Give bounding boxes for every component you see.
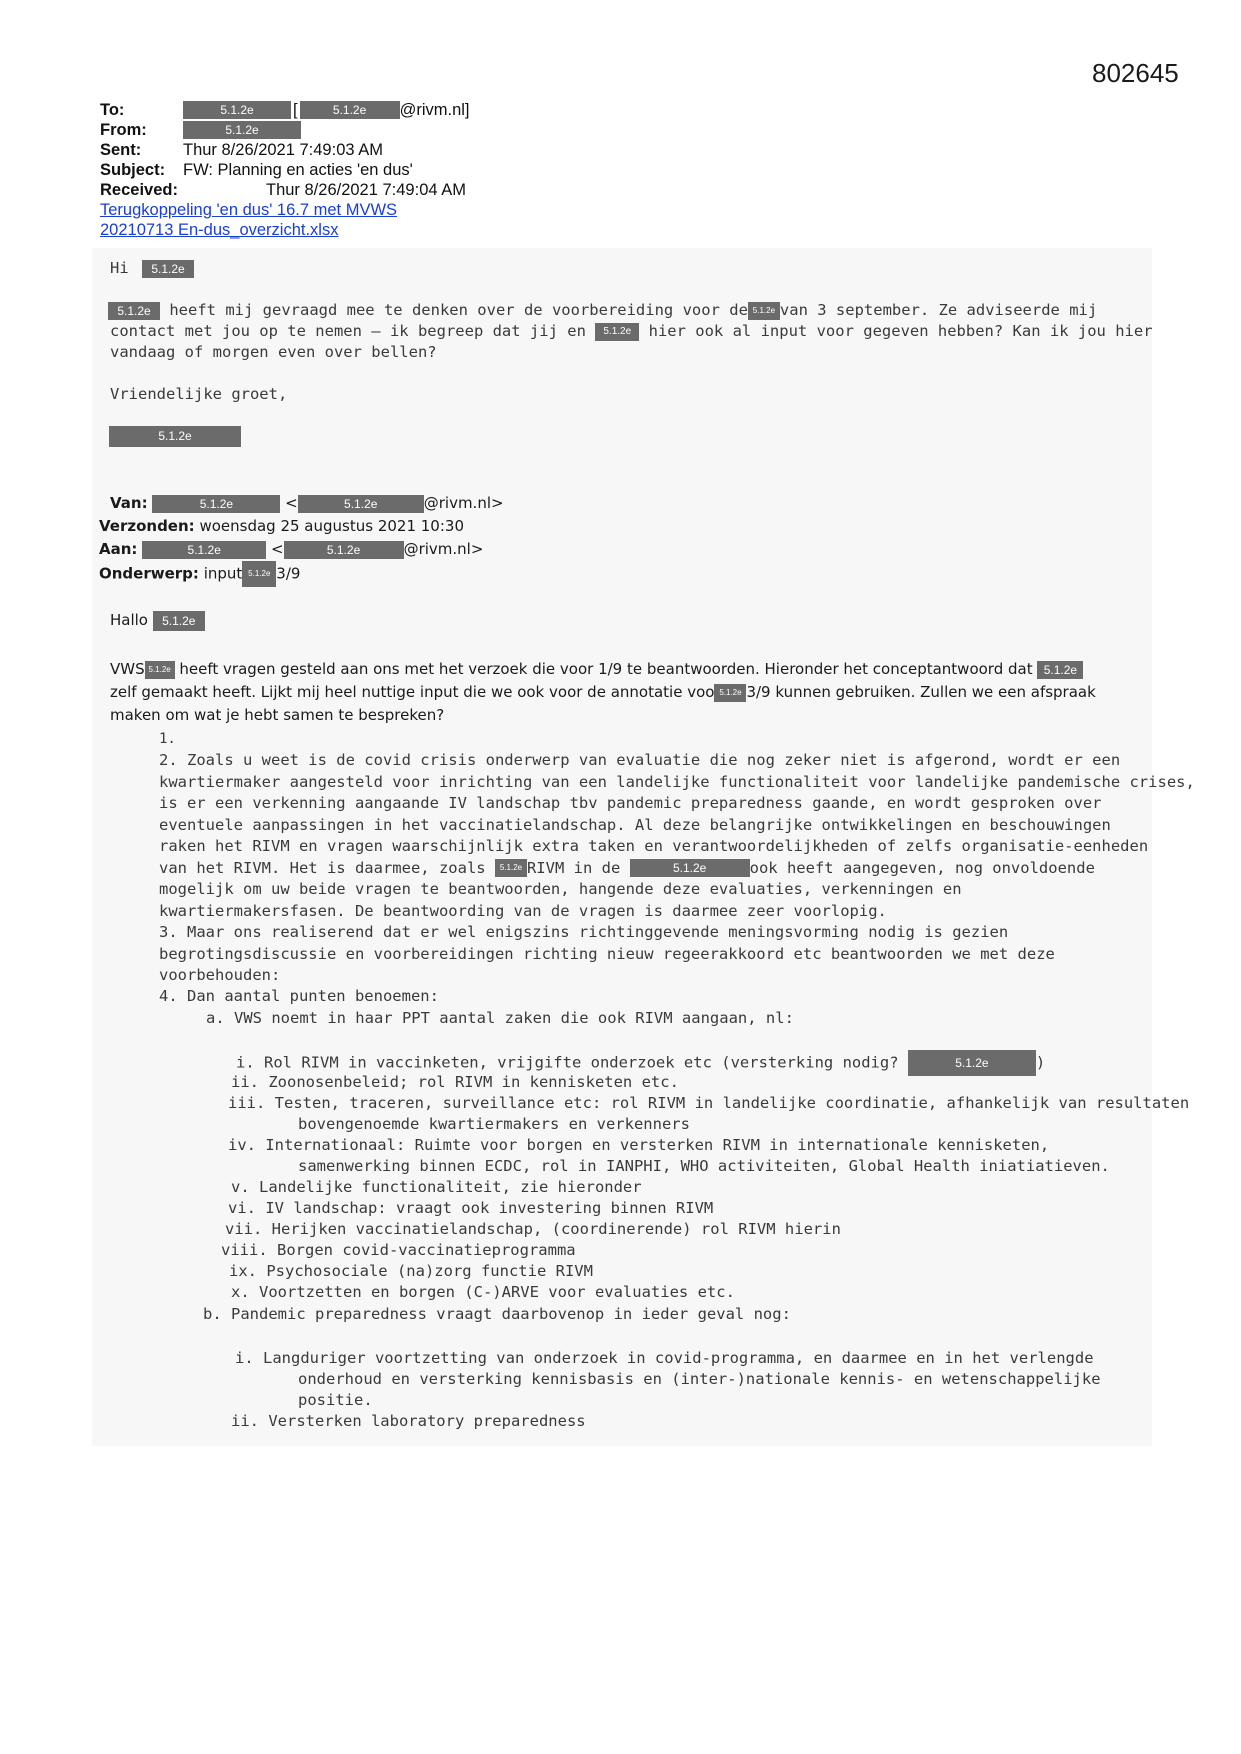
roman-item-x: x. Voortzetten en borgen (C-)ARVE voor evaluaties etc.	[231, 1283, 735, 1301]
message2-line2	[110, 681, 1096, 704]
aan-label: Aan:	[99, 540, 138, 558]
sub-item-b: b. Pandemic preparedness vraagt daarbovenop in ieder geval nog:	[203, 1305, 791, 1323]
redaction: 5.1.2e	[242, 561, 276, 587]
redaction: 5.1.2e	[714, 684, 746, 702]
closing: Vriendelijke groet,	[110, 385, 288, 403]
list-line: is er een verkenning aangaande IV landschap tbv pandemic preparedness gaande, en wordt gesproken over	[159, 794, 1102, 812]
fwd-verzonden-row	[99, 515, 464, 538]
text: 3/9	[276, 564, 301, 583]
list-line: begrotingsdiscussie en voorbereidingen richting nieuw regeerakkoord etc beantwoorden we met deze	[159, 944, 1055, 963]
roman-item-iv-cont: samenwerking binnen ECDC, rol in IANPHI, WHO activiteiten, Global Health iniatiatieven.	[298, 1157, 1110, 1175]
redaction: 5.1.2e	[152, 495, 280, 513]
fwd-van-row	[110, 492, 504, 515]
redaction: 5.1.2e	[183, 121, 301, 139]
fwd-onderwerp-row	[99, 561, 300, 587]
text: 3/9 kunnen gebruiken. Zullen we een afspraak	[746, 683, 1096, 701]
redaction: 5.1.2e	[595, 323, 639, 341]
message2-line1	[110, 658, 1083, 681]
redaction: 5.1.2e	[142, 260, 194, 278]
email-header	[100, 100, 470, 240]
attachment-link[interactable]: 20210713 En-dus_overzicht.xlsx	[100, 221, 339, 239]
onderwerp-label: Onderwerp:	[99, 564, 199, 583]
message1-line3: vandaag of morgen even over bellen?	[110, 343, 437, 361]
text: input	[203, 564, 243, 583]
to-label: To:	[100, 101, 125, 119]
sent-value: Thur 8/26/2021 7:49:03 AM	[183, 141, 383, 159]
text: )	[1035, 1053, 1046, 1072]
list-item-4: 4. Dan aantal punten benoemen:	[159, 987, 439, 1005]
received-row	[100, 180, 470, 200]
van-label: Van:	[110, 494, 148, 512]
text: contact met jou op te nemen – ik begreep dat jij en	[110, 322, 586, 340]
signature	[109, 426, 241, 447]
b-item-i-cont: onderhoud en versterking kennisbasis en (inter-)nationale kennis- en wetenschappelijke	[298, 1370, 1101, 1388]
redaction: 5.1.2e	[284, 541, 404, 559]
list-item-2	[159, 750, 1195, 922]
redaction: 5.1.2e	[142, 541, 266, 559]
redaction: 5.1.2e	[153, 611, 205, 631]
redaction: 5.1.2e	[1037, 661, 1083, 679]
received-label: Received:	[100, 181, 178, 199]
text: heeft mij gevraagd mee te denken over de voorbereiding voor de	[169, 301, 748, 319]
text: van 3 september. Ze adviseerde mij	[779, 301, 1098, 319]
fwd-aan-row	[99, 538, 483, 561]
redaction: 5.1.2e	[298, 495, 424, 513]
message1-line2	[110, 321, 1153, 343]
text: zelf gemaakt heeft. Lijkt mij heel nuttige input die we ook voor de annotatie voo	[110, 683, 715, 701]
text: <	[270, 540, 284, 558]
text: RIVM in de	[526, 858, 621, 877]
text: <	[285, 494, 298, 512]
document-id: 802645	[1092, 58, 1179, 88]
list-line: kwartiermaker aangesteld voor inrichting van een landelijke functionaliteit voor landelijke pandemische crises,	[159, 772, 1195, 791]
subject-row	[100, 160, 470, 180]
list-line: kwartiermakersfasen. De beantwoording van de vragen is daarmee zeer voorlopig.	[159, 901, 887, 920]
redaction: 5.1.2e	[108, 302, 160, 320]
to-domain: @rivm.nl]	[399, 101, 470, 119]
message2-line3: maken om wat je hebt samen te bespreken?	[110, 706, 445, 724]
list-item-1: 1.	[159, 731, 176, 747]
subject-value: FW: Planning en acties 'en dus'	[183, 161, 413, 179]
message1-line1	[108, 300, 1097, 322]
message1-greeting	[110, 258, 194, 280]
b-item-i-cont: positie.	[298, 1391, 373, 1409]
from-label: From:	[100, 121, 147, 139]
b-item-ii: ii. Versterken laboratory preparedness	[231, 1412, 586, 1430]
redaction: 5.1.2e	[300, 101, 400, 119]
text: van het RIVM. Het is daarmee, zoals	[159, 858, 486, 877]
verzonden-value: woensdag 25 augustus 2021 10:30	[199, 517, 464, 535]
roman-item-iv: iv. Internationaal: Ruimte voor borgen en versterken RIVM in internationale kennisketen,	[228, 1136, 1050, 1154]
text: @rivm.nl>	[403, 540, 484, 558]
text: ook heeft aangegeven, nog onvoldoende	[749, 858, 1095, 877]
redaction: 5.1.2e	[630, 859, 750, 877]
list-line: raken het RIVM en vragen waarschijnlijk extra taken en verantwoordelijkheden of zelfs organisatie-eenheden	[159, 837, 1149, 855]
text: i. Rol RIVM in vaccinketen, vrijgifte onderzoek etc (versterking nodig?	[236, 1053, 899, 1072]
b-item-i: i. Langduriger voortzetting van onderzoek in covid-programma, en daarmee en in het verlengde	[235, 1349, 1094, 1367]
list-line: 3. Maar ons realiserend dat er wel enigszins richtinggevende meningsvorming nodig is gezien	[159, 923, 1009, 941]
subject-label: Subject:	[100, 161, 166, 179]
redaction: 5.1.2e	[183, 101, 291, 119]
roman-item-ii: ii. Zoonosenbeleid; rol RIVM in kennisketen etc.	[231, 1073, 679, 1091]
roman-item-viii: viii. Borgen covid-vaccinatieprogramma	[221, 1241, 576, 1259]
list-line: voorbehouden:	[159, 966, 281, 984]
attachment-link[interactable]: Terugkoppeling 'en dus' 16.7 met MVWS	[100, 201, 398, 219]
redaction: 5.1.2e	[145, 661, 175, 679]
text: @rivm.nl>	[423, 494, 504, 512]
redaction: 5.1.2e	[109, 426, 241, 447]
roman-item-iii-cont: bovengenoemde kwartiermakers en verkenners	[298, 1115, 690, 1133]
from-row	[100, 120, 470, 140]
verzonden-label: Verzonden:	[99, 517, 195, 535]
roman-item-vi: vi. IV landschap: vraagt ook investering binnen RIVM	[228, 1199, 714, 1217]
redaction: 5.1.2e	[748, 302, 780, 320]
greeting-text: Hallo	[110, 611, 148, 629]
redaction: 5.1.2e	[495, 859, 527, 877]
message2-greeting	[110, 609, 205, 632]
roman-item-vii: vii. Herijken vaccinatielandschap, (coordinerende) rol RIVM hierin	[225, 1220, 841, 1238]
list-line	[159, 858, 1195, 880]
text: hier ook al input voor gegeven hebben? Kan ik jou hier	[648, 322, 1153, 340]
list-item-3	[159, 922, 1055, 987]
sub-item-a: a. VWS noemt in haar PPT aantal zaken die ook RIVM aangaan, nl:	[206, 1009, 794, 1027]
list-line: 2. Zoals u weet is de covid crisis onderwerp van evaluatie die nog zeker niet is afgerond, wordt er een	[159, 751, 1121, 769]
sent-label: Sent:	[100, 141, 142, 159]
sent-row	[100, 140, 470, 160]
text: heeft vragen gesteld aan ons met het verzoek die voor 1/9 te beantwoorden. Hieronder het conceptantwoord dat	[179, 660, 1033, 678]
list-line: mogelijk om uw beide vragen te beantwoorden, hangende deze evaluaties, verkenningen en	[159, 880, 962, 898]
roman-item-ix: ix. Psychosociale (na)zorg functie RIVM	[229, 1262, 593, 1280]
greeting-text: Hi	[110, 259, 129, 277]
roman-item-v: v. Landelijke functionaliteit, zie hieronder	[231, 1178, 642, 1196]
text: VWS	[110, 660, 145, 678]
to-row	[100, 100, 470, 120]
list-line: eventuele aanpassingen in het vaccinatielandschap. Al deze belangrijke ontwikkelingen en beschouwingen	[159, 815, 1111, 834]
roman-item-iii: iii. Testen, traceren, surveillance etc: rol RIVM in landelijke coordinatie, afhankelijk van resultaten	[228, 1094, 1190, 1112]
to-bracket: [	[293, 101, 298, 119]
redaction: 5.1.2e	[908, 1050, 1036, 1076]
received-value: Thur 8/26/2021 7:49:04 AM	[266, 181, 466, 199]
